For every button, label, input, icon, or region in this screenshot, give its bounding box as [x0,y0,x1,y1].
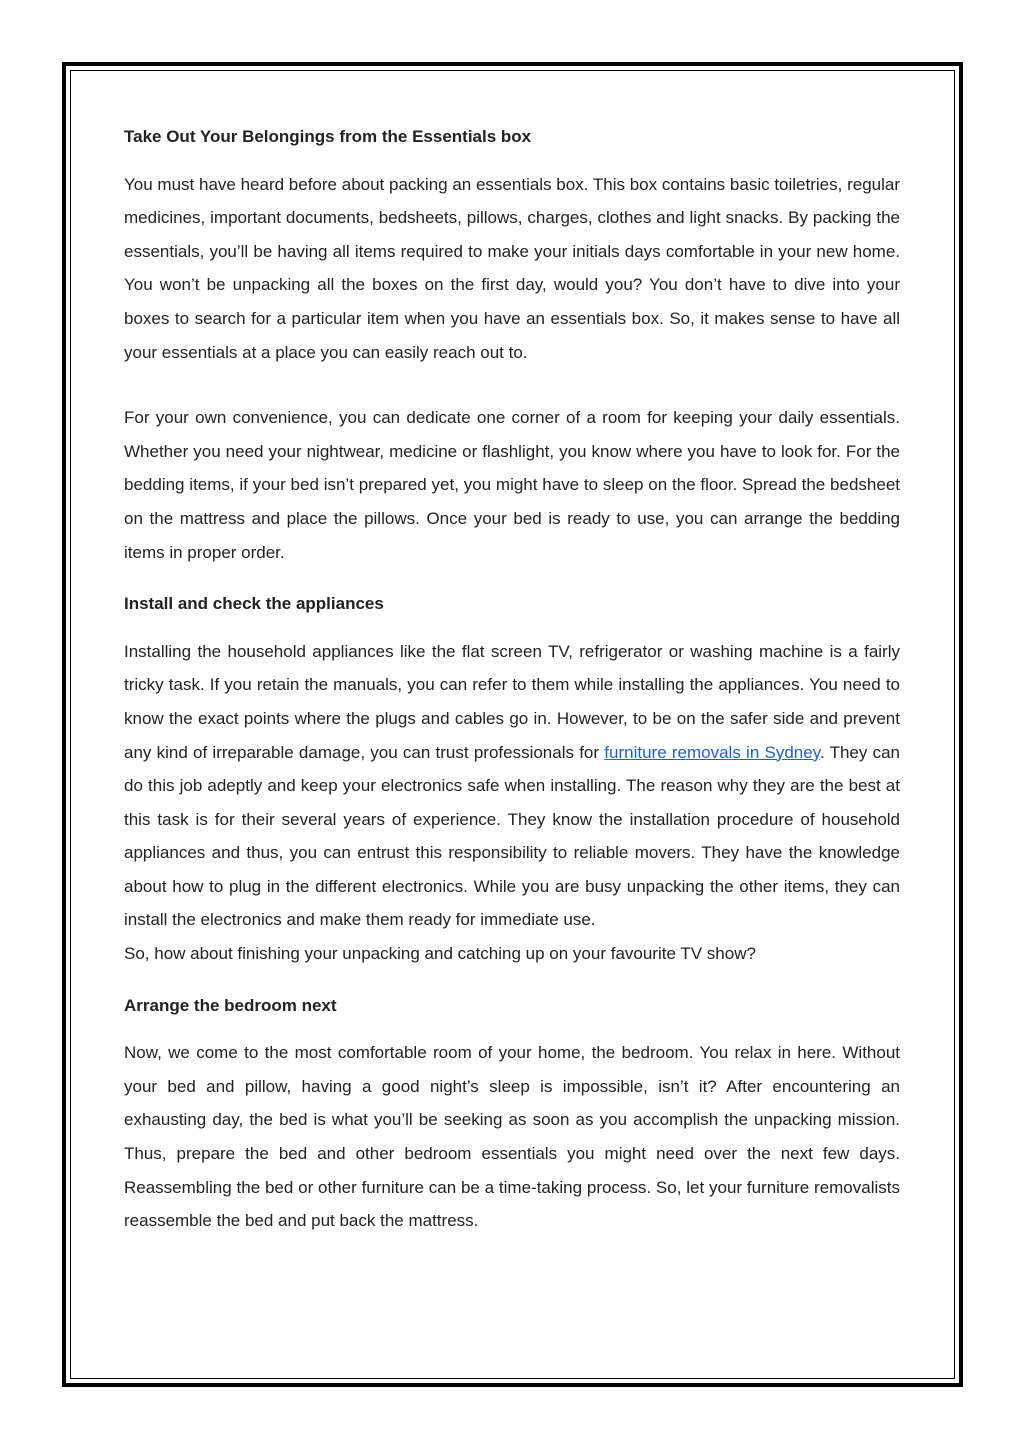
paragraph-convenience: For your own convenience, you can dedicate one corner of a room for keeping your daily essentials. Whether you need your nightwear, medicine or flashlight, you know where you have to look for. For the bedding items, if your bed isn’t prepared yet, you might have to sleep on the floor. Spread the bedsheet on the mattress and place the pillows. Once your bed is ready to use, you can arrange the bedding items in proper order. [124,408,900,562]
paragraph-appliances-start: Installing the household appliances like the flat screen TV, refrigerator or washing machine is a fairly tricky task. If you retain the manuals, you can refer to them while installing the appliances. You need to know the exact points where the plugs and cables go in. However, to be on the safer side and prevent any kind of irreparable damage, you can trust professionals for [124,641,900,762]
document-body [124,120,900,1238]
paragraph-closing-line: So, how about finishing your unpacking and catching up on your favourite TV show? [124,944,756,964]
paragraph-appliances-end: . They can do this job adeptly and keep your electronics safe when installing. The reason why they are the best at this task is for their several years of experience. They know the installation procedure of household appliances and thus, you can entrust this responsibility to reliable movers. They have the knowledge about how to plug in the different electronics. While you are busy unpacking the other items, they can install the electronics and make them ready for immediate use. [124,742,900,930]
paragraph-appliances [124,635,900,937]
section-heading-essentials: Take Out Your Belongings from the Essentials box [124,127,532,146]
paragraph-essentials-box: You must have heard before about packing an essentials box. This box contains basic toiletries, regular medicines, important documents, bedsheets, pillows, charges, clothes and light snacks. By packing the essentials, you’ll be having all items required to make your initials days comfortable in your new home. You won’t be unpacking all the boxes on the first day, would you? You don’t have to dive into your boxes to search for a particular item when you have an essentials box. So, it makes sense to have all your essentials at a place you can easily reach out to. [124,174,900,362]
section-heading-appliances: Install and check the appliances [124,594,384,614]
section-heading-bedroom: Arrange the bedroom next [124,995,337,1015]
furniture-removals-link[interactable]: furniture removals in Sydney [604,742,820,762]
paragraph-bedroom: Now, we come to the most comfortable room of your home, the bedroom. You relax in here. Without your bed and pillow, having a good night’s sleep is impossible, isn’t it? After encountering an exhausting day, the bed is what you’ll be seeking as soon as you accomplish the unpacking mission. Thus, prepare the bed and other bedroom essentials you might need over the next few days. Reassembling the bed or other furniture can be a time-taking process. So, let your furniture removalists reassemble the bed and put back the mattress. [124,1043,900,1231]
